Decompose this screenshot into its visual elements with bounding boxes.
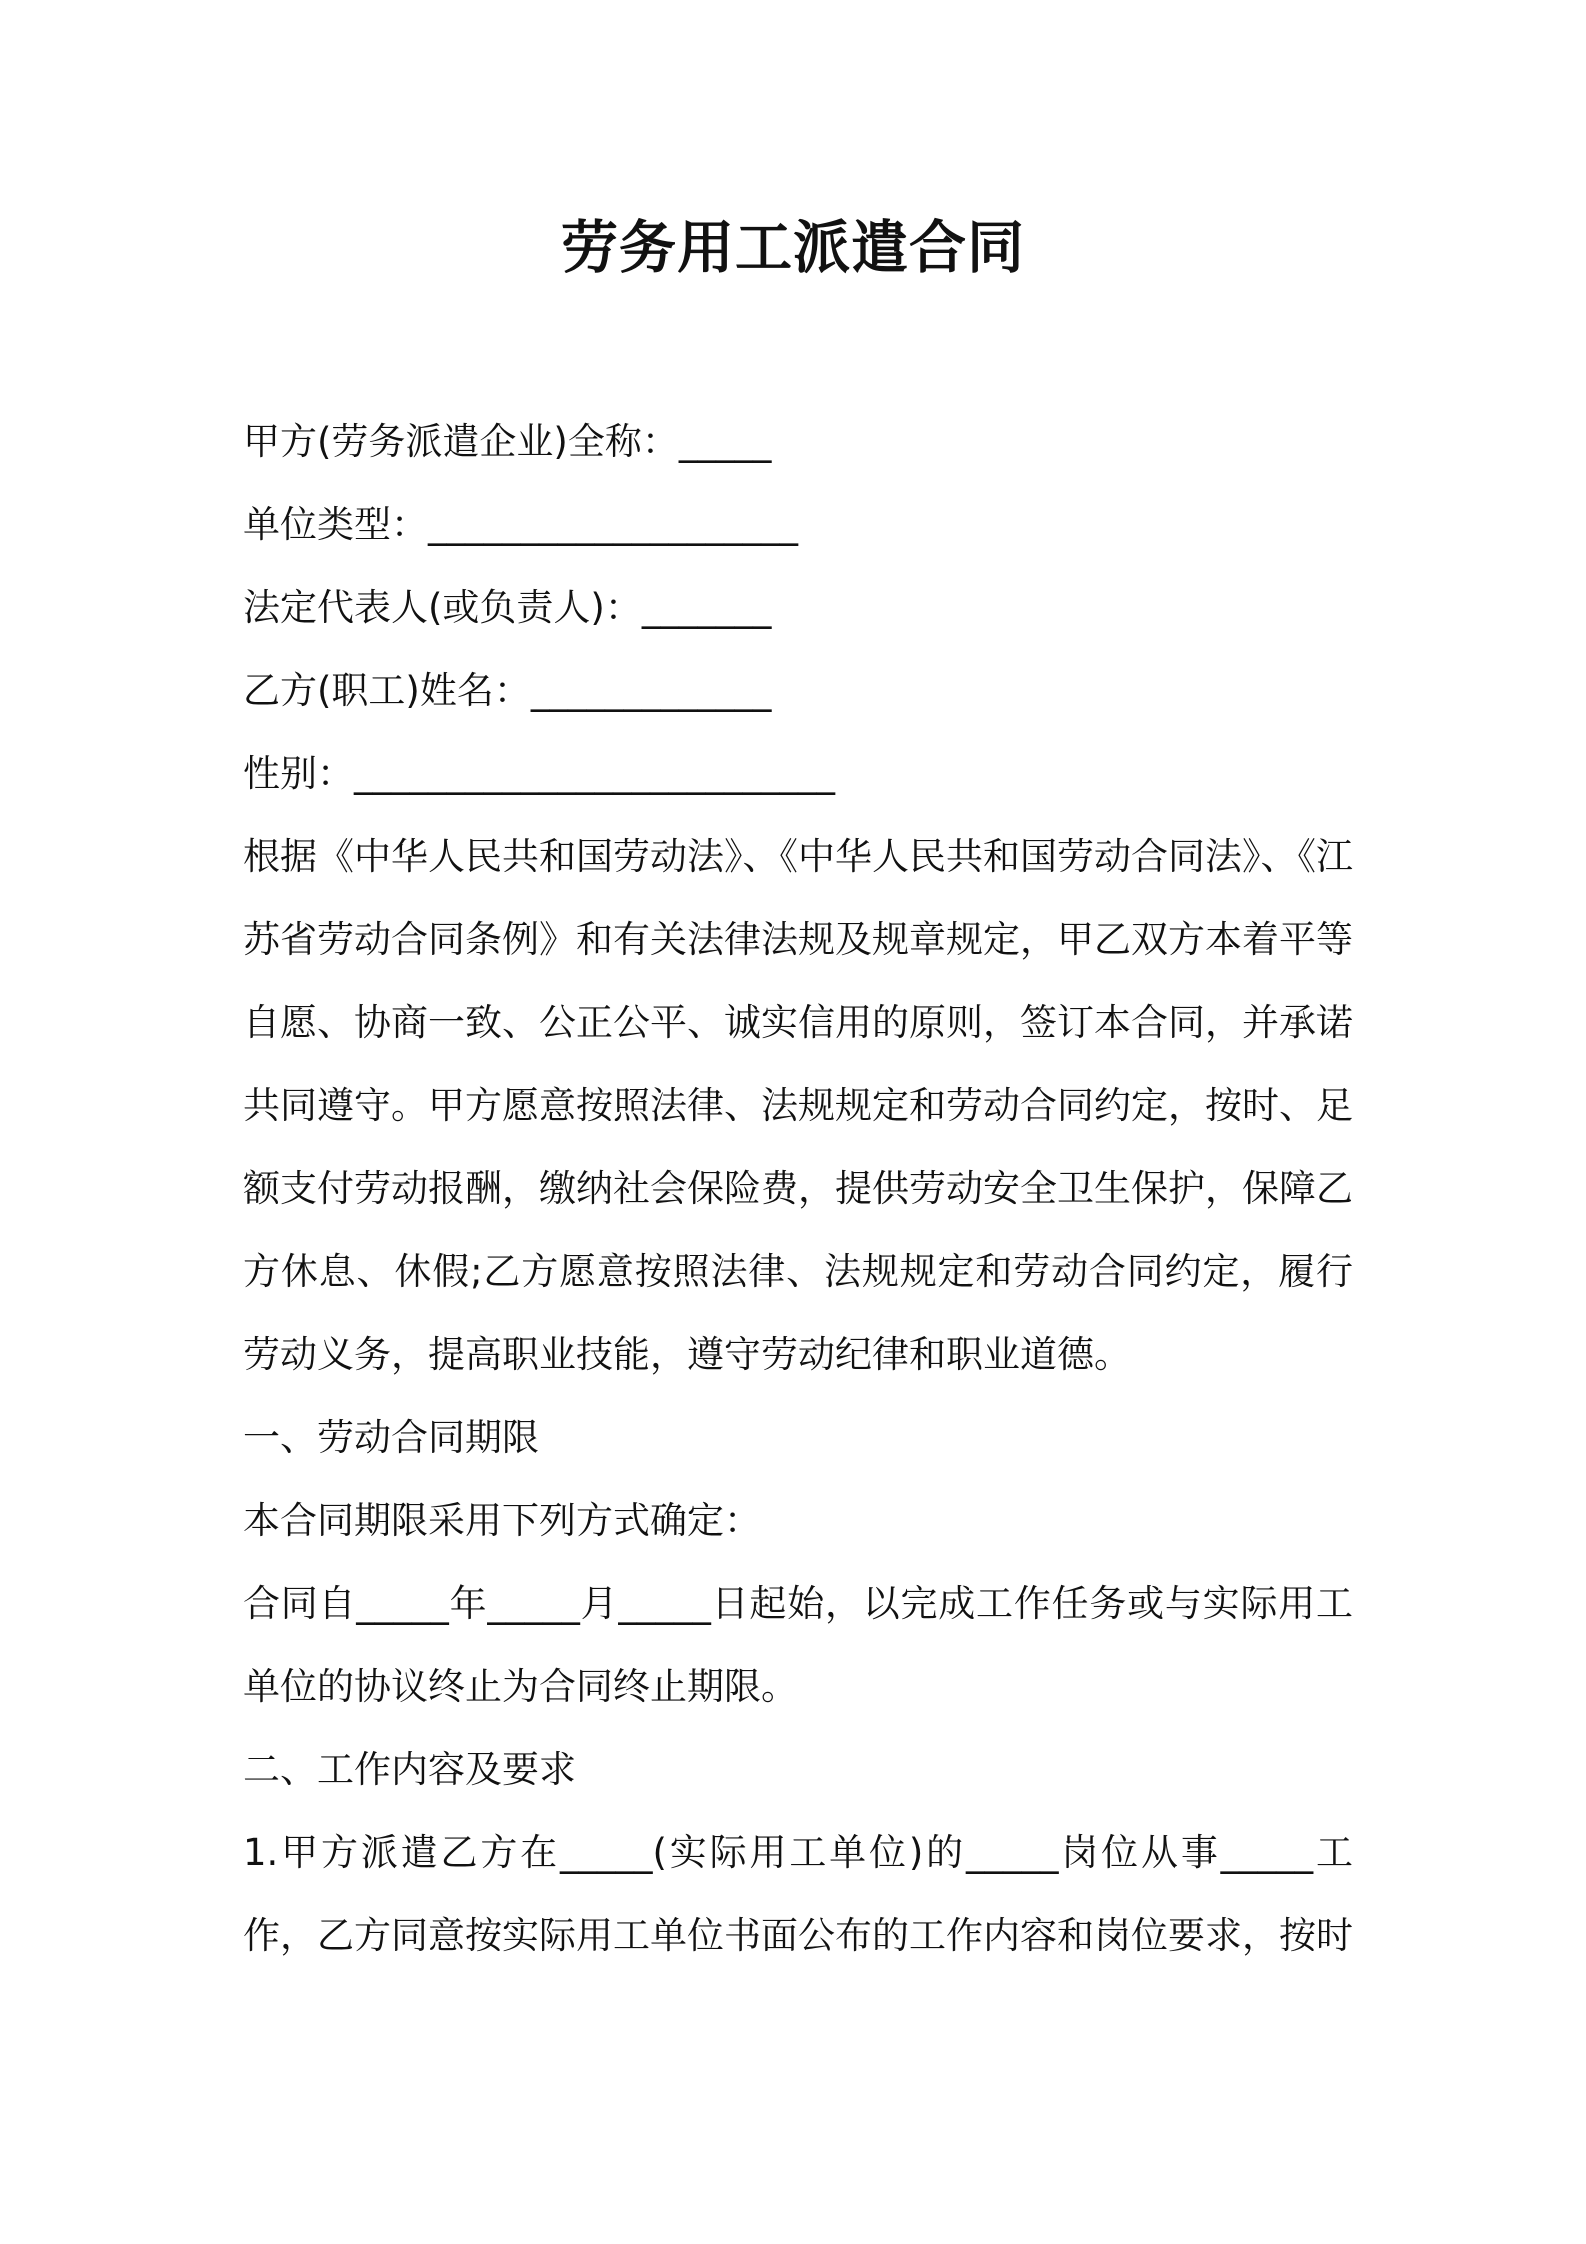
field-legal-representative: 法定代表人(或负责人)：_______	[243, 586, 772, 629]
section-1-heading: 一、劳动合同期限	[243, 1416, 539, 1459]
field-party-b-name: 乙方(职工)姓名：_____________	[243, 669, 772, 712]
preamble-paragraph: 根据《中华人民共和国劳动法》、《中华人民共和国劳动合同法》、《江苏省劳动合同条例》和有关法律法规及规章规定，甲乙双方本着平等自愿、协商一致、公正公平、诚实信用的原则，签订本合同，并承诺共同遵守。甲方愿意按照法律、法规规定和劳动合同约定，按时、足额支付劳动报酬，缴纳社会保险费，提供劳动安全卫生保护，保障乙方休息、休假;乙方愿意按照法律、法规规定和劳动合同约定，履行劳动义务，提高职业技能，遵守劳动纪律和职业道德。	[243, 835, 1353, 1376]
field-unit-type: 单位类型：____________________	[243, 503, 798, 546]
field-party-a-name: 甲方(劳务派遣企业)全称：_____	[243, 420, 772, 463]
document-title: 劳务用工派遣合同	[561, 215, 1025, 281]
section-1-intro: 本合同期限采用下列方式确定：	[243, 1499, 761, 1542]
section-1-term-paragraph: 合同自_____年_____月_____日起始，以完成工作任务或与实际用工单位的协议终止为合同终止期限。	[243, 1582, 1353, 1708]
document-body	[243, 400, 1353, 1977]
section-2-heading: 二、工作内容及要求	[243, 1748, 576, 1791]
section-2-item-1: 1.甲方派遣乙方在_____(实际用工单位)的_____岗位从事_____工作，乙方同意按实际用工单位书面公布的工作内容和岗位要求，按时	[243, 1831, 1353, 1957]
field-gender: 性别：__________________________	[243, 752, 835, 795]
